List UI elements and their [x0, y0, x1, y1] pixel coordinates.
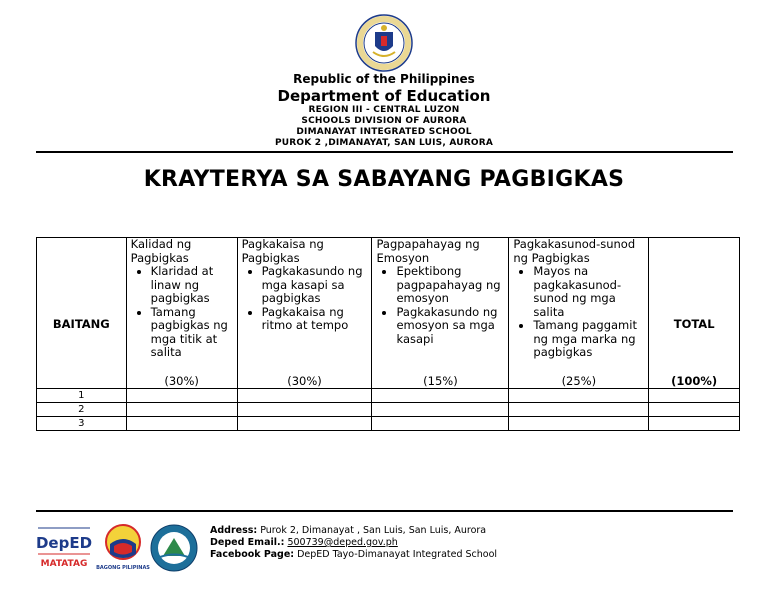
region-line: REGION III - CENTRAL LUZON: [308, 105, 460, 115]
criterion-cell: [237, 238, 372, 389]
svg-text:MATATAG: MATATAG: [40, 559, 88, 569]
criterion-label: Pagkakaisa ng Pagbigkas: [241, 237, 324, 265]
criterion-bullet: • Pagkakasundo ng mga kasapi sa pagbigkas: [262, 265, 368, 306]
deped-seal-icon: [355, 14, 413, 72]
total-percent: (100%): [671, 373, 718, 388]
total-header: [649, 238, 740, 389]
score-cell[interactable]: [372, 417, 509, 431]
page-title: KRAYTERYA SA SABAYANG PAGBIGKAS: [143, 167, 625, 192]
criterion-bullet: • Tamang paggamit ng mga marka ng pagbigkas: [533, 319, 644, 360]
criterion-percent: (25%): [561, 373, 597, 388]
address-value: Purok 2, Dimanayat , San Luis, San Luis, Aurora: [257, 525, 487, 536]
total-cell[interactable]: [649, 417, 740, 431]
criterion-bullet: • Mayos na pagkakasunod-sunod ng mga salita: [533, 265, 644, 319]
criterion-cell: [509, 238, 649, 389]
footer-facebook: [210, 549, 497, 561]
score-cell[interactable]: [372, 389, 509, 403]
score-cell[interactable]: [237, 389, 372, 403]
facebook-label: Facebook Page:: [210, 549, 295, 560]
score-cell[interactable]: [509, 389, 649, 403]
score-cell[interactable]: [509, 417, 649, 431]
school-line: DIMANAYAT INTEGRATED SCHOOL: [296, 127, 472, 137]
total-cell[interactable]: [649, 403, 740, 417]
address-label: Address:: [210, 525, 258, 536]
table-row: [37, 403, 740, 417]
email-link[interactable]: 500739@deped.gov.ph: [287, 537, 398, 548]
criterion-percent: (15%): [423, 373, 458, 388]
footer-email: [210, 537, 398, 549]
division-line: SCHOOLS DIVISION OF AURORA: [301, 116, 467, 126]
row-number: 1: [37, 389, 127, 403]
row-number: 3: [37, 417, 127, 431]
svg-text:DepED: DepED: [35, 534, 93, 552]
footer-address: [210, 525, 486, 537]
criterion-label: Kalidad ng Pagbigkas: [130, 237, 192, 265]
score-cell[interactable]: [126, 417, 237, 431]
criterion-bullet: • Pagkakaisa ng ritmo at tempo: [262, 306, 368, 333]
footer-divider: [36, 510, 733, 512]
criterion-percent: (30%): [164, 373, 199, 388]
criterion-label: Pagkakasunod-sunod ng Pagbigkas: [513, 237, 636, 265]
bagong-pilipinas-logo-icon: [96, 522, 150, 572]
criterion-percent: (30%): [287, 373, 322, 388]
table-row: [37, 389, 740, 403]
score-cell[interactable]: [509, 403, 649, 417]
baitang-label: BAITANG: [52, 317, 110, 331]
total-cell[interactable]: [649, 389, 740, 403]
total-label: TOTAL: [673, 317, 715, 331]
baitang-header: [37, 238, 127, 389]
criterion-label: Pagpapahayag ng Emosyon: [376, 237, 480, 265]
department-heading: Department of Education: [277, 87, 491, 105]
criteria-table: [36, 237, 740, 431]
row-number: 2: [37, 403, 127, 417]
criterion-bullet: • Epektibong pagpapahayag ng emosyon: [396, 265, 504, 306]
criterion-cell: [372, 238, 509, 389]
criterion-bullet: • Klaridad at linaw ng pagbigkas: [151, 265, 233, 306]
republic-heading: Republic of the Philippines: [293, 72, 475, 86]
table-row: [37, 417, 740, 431]
score-cell[interactable]: [237, 403, 372, 417]
school-logo-icon: [150, 524, 198, 572]
facebook-value: DepED Tayo-Dimanayat Integrated School: [294, 549, 498, 560]
score-cell[interactable]: [126, 389, 237, 403]
svg-text:BAGONG PILIPINAS: BAGONG PILIPINAS: [96, 565, 150, 571]
score-cell[interactable]: [126, 403, 237, 417]
criterion-bullet: • Tamang pagbigkas ng mga titik at salita: [151, 306, 233, 360]
address-line: PUROK 2 ,DIMANAYAT, SAN LUIS, AURORA: [274, 138, 493, 148]
deped-matatag-logo-icon: [36, 524, 92, 572]
criterion-cell: [126, 238, 237, 389]
criterion-bullet: • Pagkakasundo ng emosyon sa mga kasapi: [396, 306, 504, 347]
header-divider: [36, 151, 733, 153]
score-cell[interactable]: [237, 417, 372, 431]
table-header-row: [37, 238, 740, 389]
score-cell[interactable]: [372, 403, 509, 417]
email-label: Deped Email.:: [210, 537, 285, 548]
